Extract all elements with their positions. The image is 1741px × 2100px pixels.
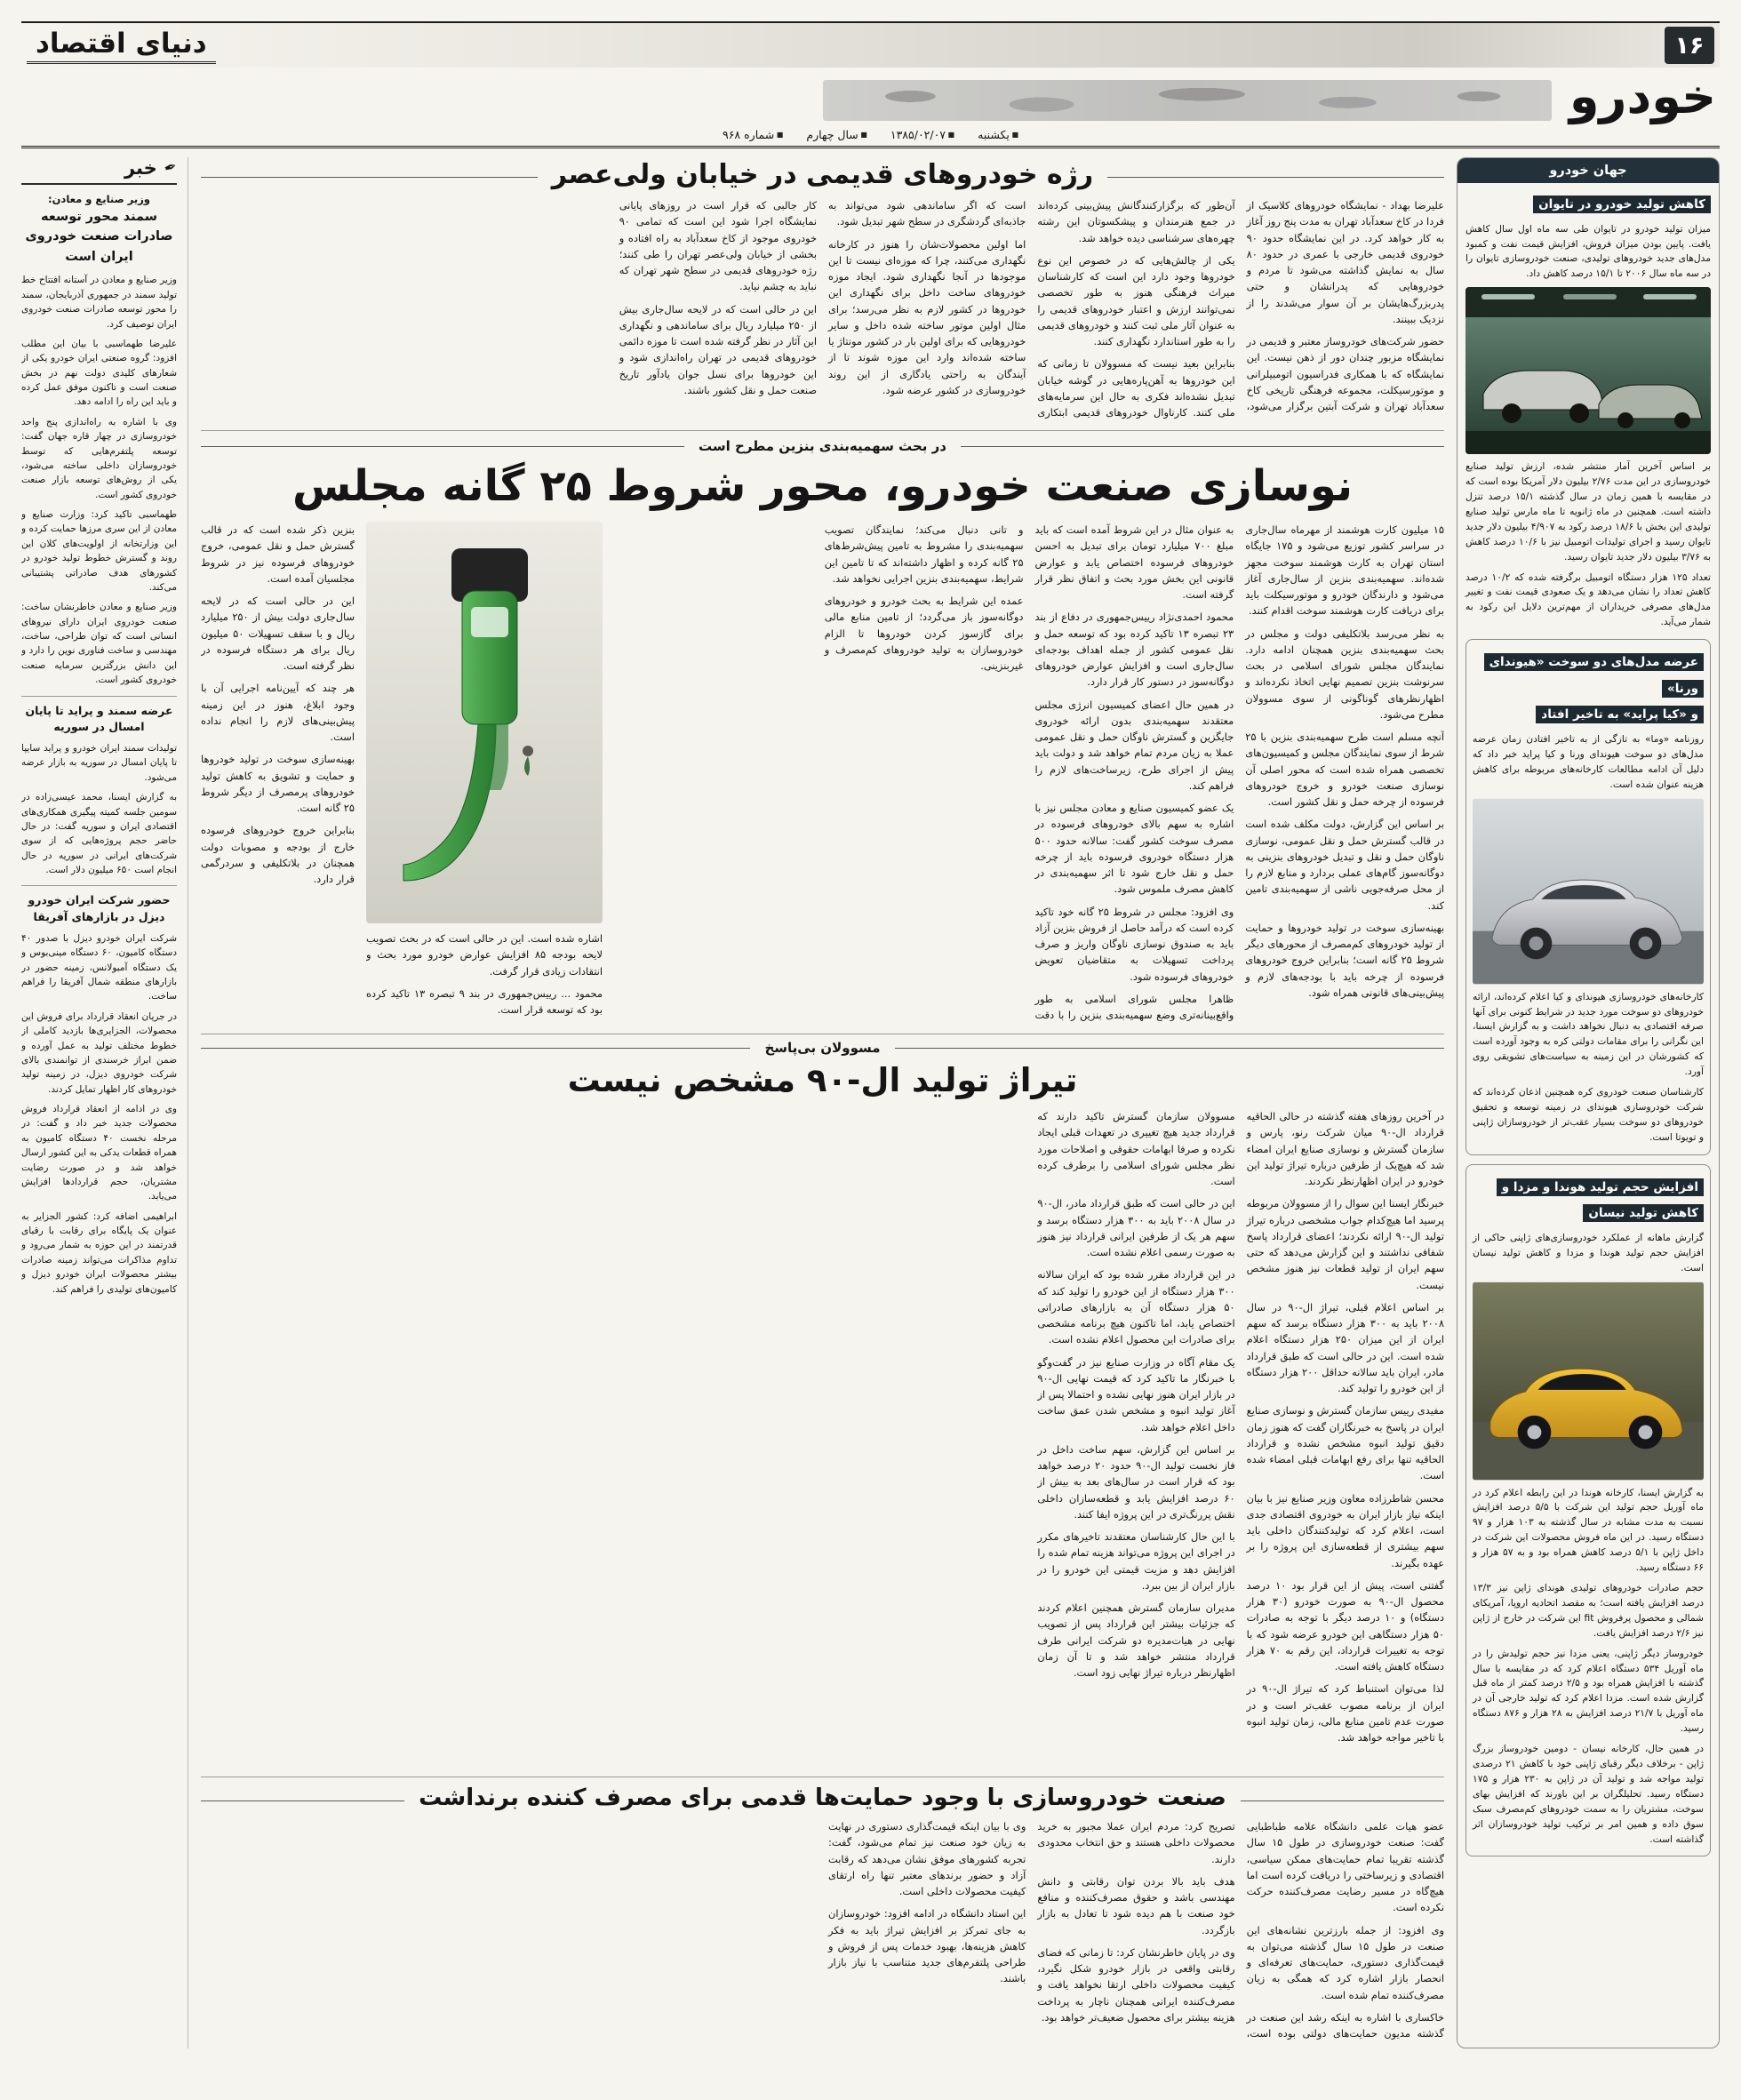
news-subhead-africa: حضور شرکت ایران خودرو دیزل در بازارهای آفریقا <box>21 885 177 926</box>
yellow-coupe-photo <box>1473 1282 1704 1481</box>
dateline <box>21 128 1720 148</box>
news-kicker: وزیر صنایع و معادن: <box>48 193 150 205</box>
news-body-3: شرکت ایران خودرو دیزل با صدور ۴۰ دستگاه کامیون، ۶۰ دستگاه مینی‌بوس و یک دستگاه آمبولانس، زمینه حضور در بازارهای منطقه شمال آفریقا را فراهم ساخت. در جریان انعقاد قرارداد برای فروش این محصولات، الجزایری‌ها بازدید کاملی از خطوط مختلف تولید به عمل آورده و ضمن ابراز خرسندی از توانمندی بالای شرکت خودروی دیزل، در زمینه تولید خودروهای کار اظهار تمایل کردند. وی در ادامه از انعقاد قرارداد فروش محصولات جدید خبر داد و گفت: در مرحله نخست ۴۰ دستگاه کامیون به همراه قطعات یدکی به این کشور ارسال خواهد شد و در صورت رضایت مشتریان، حجم قراردادها افزایش می‌یابد. ابراهیمی اضافه کرد: کشور الجزایر به عنوان یک پایگاه برای رقابت با رقبای قدرتمند در این حوزه به شمار می‌رود و تداوم مذاکرات می‌تواند زمینه صادرات بیشتر محصولات ایران خودرو دیزل و کامیون‌های تولیدی را فراهم کند. <box>21 932 177 1295</box>
news-headline: سمند محور توسعه صادرات صنعت خودروی ایران است <box>25 210 173 264</box>
story-taiwan-lead: میزان تولید خودرو در تایوان طی سه ماه اول سال کاهش یافت. پایین بودن میزان فروش، افزایش قیمت نفت و کمبود مدل‌های جدید خودروهای تولیدی، صنعت خودروسازی تایوان را در سه ماه سال ۲۰۰۶ تا ۱۵/۱ درصد کاهش داد. <box>1465 222 1711 280</box>
story-honda-lead: گزارش ماهانه از عملکرد خودروسازی‌های ژاپنی حاکی از افزایش حجم تولید هوندا و مزدا و کاهش تولید نیسان است. <box>1473 1231 1704 1274</box>
fuel-nozzle-photo <box>366 522 603 923</box>
parade-body: علیرضا بهداد - نمایشگاه خودروهای کلاسیک از فردا در کاخ سعدآباد تهران به مدت پنج روز آغاز به کار خواهد کرد. در این نمایشگاه حدود ۹۰ خودروی قدیمی خارجی با عمری در حدود ۸۰ سال به نمایش گذاشته می‌شود تا مردم و خودروهایی که پدرانشان و حتی پدربزرگ‌هایشان بر آن سوار می‌شدند را از نزدیک ببینند. حضور شرکت‌های خودروساز معتبر و قدیمی در نمایشگاه مزبور چندان دور از ذهن نیست. این نمایشگاه که با همکاری فدراسیون اتومبیلرانی و موتورسیکلت، مجموعه فرهنگی تاریخی کاخ سعدآباد تهران و شرکت آبتین برگزار می‌شود، آن‌طور که برگزارکنندگانش پیش‌بینی کرده‌اند در جمع هنرمندان و پیشکسوتان این رشته چهره‌های سرشناسی دیده خواهد شد. یکی از چالش‌هایی که در خصوص این نوع خودروها وجود دارد این است که کارشناسان میراث فرهنگی هنوز به طور تخصصی نمی‌توانند ارزش و اعتبار خودروهای قدیمی را به عنوان آثار ملی ثبت کنند و خودروهای قدیمی را به طور استاندارد نگهداری کنند. بنابراین بعید نیست که مسوولان تا زمانی که این خودروها به آهن‌پاره‌هایی در گوشه خیابان تبدیل نشده‌اند فکری به حال این سرمایه‌های ملی کنند. کارناوال خودروهای قدیمی ابتکاری است که اگر ساماندهی شود می‌تواند به جاذبه‌ای گردشگری در سطح شهر تبدیل شود. اما اولین محصولات‌شان را هنوز در کارخانه نگهداری می‌کنند، چرا که موزه‌ای نیست تا این موجودها در آنجا نگهداری شود. ایجاد موزه خودروهای ساخت داخل برای نگهداری این خودروها در کشور لازم به نظر می‌رسد؛ برای مثال اولین موتور ساخته شده داخل و سایر خودروهایی که برای اولین بار در کشور مونتاژ یا ساخته شده‌اند وارد این موزه شوند تا از آیندگان به راحتی یادگاری از این روند خودروسازی در کشور عرضه شود. کار جالبی که قرار است در روزهای پایانی نمایشگاه اجرا شود این است که تمامی ۹۰ خودروی موجود از کاخ سعدآباد به راه افتاده و بخشی از خیابان ولی‌عصر تهران را طی کنند؛ رژه خودروهای قدیمی در سطح شهر تهران که نباید به چشم نیاید. این در حالی است که در لایحه سال‌جاری بیش از ۲۵۰ میلیارد ریال برای ساماندهی و نگهداری این آثار در نظر گرفته شده است تا موزه دائمی خودروهای قدیمی در تهران راه‌اندازی شود و این خودروها برای نسل جوان یادآور تاریخ صنعت حمل و نقل کشور باشند. <box>619 199 1444 419</box>
content-grid <box>21 157 1720 2048</box>
article-l90-volume <box>201 1034 1444 1768</box>
news-body-2: تولیدات سمند ایران خودرو و پراید سایپا تا پایان امسال در سوریه به بازار عرضه می‌شود. به گزارش ایسنا، محمد عیسی‌زاده در سومین جلسه کمیته پیگیری همکاری‌های اقتصادی ایران و سوریه گفت: در حال حاضر حجم پروژه‌هایی که از سوی شرکت‌های ایرانی در سوریه در حال انجام است ۶۵۰ میلیون دلار است. <box>21 743 177 876</box>
main-articles <box>201 157 1444 2048</box>
newspaper-logo: دنیای اقتصاد <box>27 28 216 64</box>
industry-headline: صنعت خودروسازی با وجود حمایت‌ها قدمی برای مصرف کننده برنداشت <box>419 1785 1226 1811</box>
story-honda <box>1465 1164 1711 1857</box>
industry-body: عضو هیات علمی دانشگاه علامه طباطبایی گفت: صنعت خودروسازی در طول ۱۵ سال گذشته تقریبا تمام حمایت‌های ممکن سیاسی، اقتصادی و زیرساختی را دریافت کرده است اما هیچ‌گاه در مسیر رضایت مصرف‌کننده حرکت نکرده است. وی افزود: از جمله بارزترین نشانه‌های این صنعت در طول ۱۵ سال گذشته می‌توان به قیمت‌گذاری دستوری، حمایت‌های تعرفه‌ای و انحصار بازار اشاره کرد که همگی به زیان مصرف‌کننده تمام شده است. خاکساری با اشاره به اینکه رشد این صنعت در گذشته مدیون حمایت‌های دولتی بوده است، تصریح کرد: مردم ایران عملا مجبور به خرید محصولات داخلی هستند و حق انتخاب محدودی دارند. هدف باید بالا بردن توان رقابتی و دانش مهندسی باشد و حقوق مصرف‌کننده و منافع خود صنعت با هم دیده شود تا تعادل به بازار بازگردد. وی در پایان خاطرنشان کرد: تا زمانی که فضای رقابتی واقعی در بازار خودرو شکل نگیرد، کیفیت محصولات داخلی ارتقا نخواهد یافت و مصرف‌کننده ایرانی همچنان ناچار به پرداخت هزینه بیشتر برای محصول ضعیف‌تر خواهد بود. وی با بیان اینکه قیمت‌گذاری دستوری در نهایت به زیان خود صنعت نیز تمام می‌شود، گفت: تجربه کشورهای موفق نشان می‌دهد که رقابت آزاد و حضور برندهای معتبر تنها راه ارتقای کیفیت محصولات داخلی است. این استاد دانشگاه در ادامه افزود: خودروسازان به جای تمرکز بر افزایش تیراژ باید به فکر کاهش هزینه‌ها، بهبود خدمات پس از فروش و طراحی پلتفرم‌های جدید متناسب با نیاز بازار باشند. <box>828 1820 1444 2040</box>
world-cars-title: جهان خودرو <box>1457 158 1719 183</box>
story-taiwan <box>1465 190 1711 630</box>
page-number: ۱۶ <box>1665 27 1714 64</box>
world-cars-sidebar <box>1457 157 1720 2048</box>
article-majles-conditions <box>201 430 1444 1025</box>
majles-kicker: در بحث سهمیه‌بندی بنزین مطرح است <box>699 438 946 454</box>
parade-headline: رژه خودروهای قدیمی در خیابان ولی‌عصر <box>551 159 1094 190</box>
majles-body-right: ۱۵ میلیون کارت هوشمند از مهرماه سال‌جاری در سراسر کشور توزیع می‌شود و ۱۷۵ جایگاه استان تهران به کارت هوشمند سوخت مجهز شده‌اند. سهمیه‌بندی بنزین از سال‌جاری آغاز می‌شود و دارندگان خودرو و موتورسیکلت باید برای دریافت کارت هوشمند سوخت اقدام کنند. به نظر می‌رسد بلاتکلیفی دولت و مجلس در بحث سهمیه‌بندی بنزین همچنان ادامه دارد. نمایندگان مجلس شورای اسلامی در بحث سرنوشت بنزین تصمیم نهایی اتخاذ نکرده‌اند و اظهارنظرهای گوناگونی از سوی مسوولان مطرح می‌شود. آنچه مسلم است طرح سهمیه‌بندی بنزین با ۲۵ شرط از سوی نمایندگان مجلس و کمیسیون‌های تخصصی همراه شده است که محور اصلی آن نوسازی صنعت خودرو و خروج خودروهای فرسوده از چرخه حمل و نقل کشور است. بر اساس این گزارش، دولت مکلف شده است در قالب گسترش حمل و نقل عمومی، نوسازی ناوگان حمل و نقل و تبدیل خودروهای بنزینی به دوگانه‌سوز گام‌های عملی بردارد و منابع لازم را از محل صرفه‌جویی ناشی از سهمیه‌بندی تامین کند. بهینه‌سازی سوخت در تولید خودروها و حمایت از تولید خودروهای کم‌مصرف از محورهای دیگر شروط ۲۵ گانه است؛ بنابراین خروج خودروهای فرسوده از چرخه باید با بودجه‌های لازم و پیش‌بینی‌های قانونی همراه شود. به عنوان مثال در این شروط آمده است که باید مبلغ ۷۰۰ میلیارد تومان برای تبدیل به احسن خودروهای فرسوده اختصاص یابد و عوارض قانونی این بخش مورد بحث و اتفاق نظر قرار گرفته است. محمود احمدی‌نژاد رییس‌جمهوری در دفاع از بند ۲۳ تبصره ۱۳ تاکید کرده بود که توسعه حمل و نقل عمومی کشور از جمله اهداف بودجه‌ای سال‌جاری است و افزایش عوارض خودروهای دوگانه‌سوز در دستور کار قرار دارد. در همین حال اعضای کمیسیون انرژی مجلس معتقدند سهمیه‌بندی بدون ارائه خودروی جایگزین و گسترش ناوگان حمل و نقل عمومی عملا به زیان مردم تمام خواهد شد و دولت باید پیش از اجرای طرح، زیرساخت‌های لازم را فراهم کند. یک عضو کمیسیون صنایع و معادن مجلس نیز با اشاره به سهم بالای خودروهای فرسوده در مصرف سوخت کشور گفت: سالانه حدود ۵۰۰ هزار دستگاه خودروی فرسوده باید از چرخه حمل و نقل خارج شود تا اثر سهمیه‌بندی در کاهش مصرف ملموس شود. وی افزود: مجلس در شروط ۲۵ گانه خود تاکید کرده است که درآمد حاصل از فروش بنزین آزاد باید به صندوق نوسازی ناوگان واریز و صرف پرداخت تسهیلات به متقاضیان تعویض خودروهای فرسوده شود. ظاهرا مجلس شورای اسلامی به طور واقع‌بینانه‌تری وضع سهمیه‌بندی بنزین را با دقت و تانی دنبال می‌کند؛ نمایندگان تصویب سهمیه‌بندی را مشروط به تامین پیش‌شرط‌های ۲۵ گانه کرده و اظهار داشته‌اند که تا تامین این شرایط، سهمیه‌بندی بنزین اجرایی نخواهد شد. عمده این شرایط به بحث خودرو و خودروهای دوگانه‌سوز باز می‌گردد؛ از تامین منابع مالی برای گازسوز کردن خودروها تا الزام خودروسازان به تولید خودروهای کم‌مصرف و غیربنزینی. <box>824 523 1444 1021</box>
story-hyundai <box>1465 639 1711 1154</box>
story-honda-headline: افزایش حجم تولید هوندا و مزدا و کاهش تولید نیسان <box>1497 1178 1704 1223</box>
dateline-day: ■ یکشنبه <box>978 128 1018 141</box>
news-body-1: وزیر صنایع و معادن در آستانه افتتاح خط تولید سمند در جمهوری آذربایجان، سمند را محور توسعه صادرات صنعت خودروی ایران توصیف کرد. علیرضا طهماسبی با بیان این مطلب افزود: گروه صنعتی ایران خودرو یکی از شعارهای کلیدی دولت نهم در بخش صنعت است و تاکنون موفق عمل کرده و باید این راه را ادامه دهد. وی با اشاره به راه‌اندازی پنج واحد خودروسازی در چهار قاره جهان گفت: توسعه پلتفرم‌هایی که توسط خودروسازان داخلی ساخته می‌شود، یکی از روش‌های توسعه بازار صنعت خودروی کشور است. طهماسبی تاکید کرد: وزارت صنایع و معادن از این سری مرزها حمایت کرده و این وزارتخانه از اولویت‌های کلان این روند و گسترش خطوط تولید خودرو در کشورهای هدف صادراتی پشتیبانی می‌کند. وزیر صنایع و معادن خاطرنشان ساخت: صنعت خودروی ایران دارای نیروهای انسانی است که توان طراحی، ساخت، مهندسی و ساخت فناوری نوین را دارد و این دانش بزرگترین سرمایه صنعت خودروی کشور است. <box>21 275 177 686</box>
pen-icon: ✒ <box>161 157 180 179</box>
top-strip <box>21 21 1720 68</box>
story-taiwan-body: بر اساس آخرین آمار منتشر شده، ارزش تولید صنایع خودروسازی در این مدت ۲/۷۶ بیلیون دلار آمریکا بوده است که در مقایسه با همین زمان در سال گذشته ۱۵/۱ درصد تنزل داشته است. همچنین در ماه ژانویه تا ماه مارس تولید صنایع تولیدی این بخش با ۱۸/۶ درصد رکود به ۴/۹۰۷ بیلیون دلار جدید تایوان رسید و اجرای تولیدات اتومبیل نیز با ۱۰/۶ درصد کاهش به ۳/۷۶ بیلیون دلار جدید تایوان رسید. تعداد ۱۲۵ هزار دستگاه اتومبیل برگرفته شده که ۱۰/۲ درصد کاهش تعداد را نشان می‌دهد و یک صعودی قیمت نفت و تغییر مدل‌های مصرفی خریداران از مهم‌ترین دلایل این رکود به شمار می‌آید. <box>1465 460 1711 628</box>
dateline-issue: ■ شماره ۹۶۸ <box>723 128 783 141</box>
story-hyundai-headline-line2: و «کیا پراید» به تاخیر افتاد <box>1536 706 1704 723</box>
news-subhead-syria: عرضه سمند و پراید تا پایان امسال در سوریه <box>21 696 177 737</box>
news-title: خبر <box>124 157 157 179</box>
section-row <box>21 68 1720 124</box>
majles-body <box>201 522 1444 1025</box>
l90-headline: تیراژ تولید ال-۹۰ مشخص نیست <box>567 1061 1078 1099</box>
dateline-date: ■ ۱۳۸۵/۰۲/۰۷ <box>890 128 954 141</box>
section-title: خودرو <box>1569 68 1716 124</box>
majles-body-left <box>201 522 603 1025</box>
silver-sedan-photo <box>1473 798 1704 985</box>
majles-body-last-column: بنزین ذکر شده است که در قالب گسترش حمل و نقل عمومی، خروج خودروهای فرسوده نیز در شروط مجلسیان آمده است. این در حالی است که در لایحه سال‌جاری دولت بیش از ۲۵۰ میلیارد ریال و با سقف تسهیلات ۵۰ میلیون ریال برای هر دستگاه فرسوده در نظر گرفته است. هر چند که آیین‌نامه اجرایی آن با وجود ابلاغ، هنوز در این زمینه پیش‌بینی‌های لازم را انجام نداده است. بهینه‌سازی سوخت در تولید خودروها و حمایت و تشویق به کاهش تولید خودروهای پرمصرف از دیگر شروط ۲۵ گانه است. بنابراین خروج خودروهای فرسوده خارج از بودجه و مصوبات دولت همچنان در بلاتکلیفی و سردرگمی قرار دارد. <box>201 523 355 885</box>
page-header <box>21 21 1720 148</box>
world-map-graphic <box>823 80 1552 121</box>
majles-headline: نوسازی صنعت خودرو، محور شروط ۲۵ گانه مجلس <box>291 461 1354 511</box>
l90-kicker: مسوولان بی‌پاسخ <box>764 1040 881 1056</box>
story-honda-body: به گزارش ایسنا، کارخانه هوندا در این رابطه اعلام کرد در ماه آوریل حجم تولید این شرکت با ۵/۵ درصد افزایش نسبت به مدت مشابه در سال گذشته به ۱۰۳ هزار و ۹۷ دستگاه رسید. در این ماه فروش محصولات این شرکت در داخل ژاپن با ۵/۱ درصد کاهش همراه بود و به ۵۷ هزار و ۶۶ دستگاه رسید. حجم صادرات خودروهای تولیدی هوندای ژاپن نیز ۱۳/۳ درصد افزایش یافته است؛ به مقصد اتحادیه اروپا، آمریکای شمالی و محصول پرفروش fit این شرکت در خارج از ژاپن نیز ۲/۶ درصد افزایش یافت. خودروساز دیگر ژاپنی، یعنی مزدا نیز حجم تولیدش را در ماه آوریل ۵۳۴ دستگاه اعلام کرد که در مقایسه با سال گذشته با افزایش همراه بود و ۲/۵ درصد کمتر از ماه قبل گزارش شده است. مزدا اعلام کرد که تولید خارجی آن در ماه آوریل با ۲۱/۷ درصد افزایش به ۲۸ هزار و ۸۷۶ دستگاه رسید. در همین حال، کارخانه نیسان - دومین خودروساز بزرگ ژاپن - برخلاف دیگر رقبای ژاپنی خود با کاهش ۲۱ درصدی تولید مواجه شد و تولید آن در ژاپن به ۲۳۰ هزار و ۱۷۵ دستگاه رسید. تحلیلگران بر این باورند که افزایش بهای سوخت، مشتریان را به سمت خودروهای کم‌مصرف سبک سوق داده و همین امر بر ترکیب تولید خودروسازان اثر گذاشته است. <box>1473 1486 1704 1845</box>
taiwan-factory-photo <box>1465 287 1711 454</box>
article-industry-consumer <box>201 1777 1444 2048</box>
story-hyundai-headline-line1: عرضه مدل‌های دو سوخت «هیوندای ورنا» <box>1484 653 1704 698</box>
news-header <box>21 157 180 185</box>
story-taiwan-headline: کاهش تولید خودرو در تایوان <box>1533 196 1711 213</box>
news-sidebar <box>21 157 188 2048</box>
majles-body-below-photo: اشاره شده است. این در حالی است که در بحث تصویب لایحه بودجه ۸۵ افزایش عوارض خودرو مورد بحث و انتقادات زیادی قرار گرفت. محمود ... رییس‌جمهوری در بند ۹ تبصره ۱۳ تاکید کرده بود که توسعه قرار است. <box>366 932 603 1016</box>
dateline-year: ■ سال چهارم <box>806 128 867 141</box>
article-classic-car-parade <box>201 157 1444 421</box>
story-hyundai-lead: روزنامه «وما» به تازگی از به تاخیر افتادن زمان عرضه مدل‌های دو سوخت هیوندای ورنا و کیا پراید خبر داد که دلیل آن ادامه مطالعات کارخانه‌های مربوطه برای کاهش هزینه عنوان شده است. <box>1473 732 1704 790</box>
story-hyundai-body: کارخانه‌های خودروسازی هیوندای و کیا اعلام کرده‌اند، ارائه خودروهای دو سوخت مورد جدید در شرایط کنونی برای آنها صرفه اقتصادی به دنبال نخواهد داشت و به گزارش ایسنا، این نگرانی را برای مقامات دولتی کره به وجود آورده است که کشورشان در این زمینه به سیاست‌های تشویقی روی آورد. کارشناسان صنعت خودروی کره همچنین اذعان کرده‌اند که شرکت خودروسازی هیوندای در زمینه توسعه و تحقیق خودروهای دو سوخت بسیار عقب‌تر از خودروسازان ژاپنی و تویوتا است. <box>1473 990 1704 1143</box>
majles-photo-column <box>366 522 603 1025</box>
l90-body: در آخرین روزهای هفته گذشته در حالی الحاقیه قرارداد ال-۹۰ میان شرکت رنو، پارس و سازمان گسترش و نوسازی صنایع ایران امضاء شد که هیچ‌یک از طرفین درباره تیراژ تولید این خودرو در ایران اظهارنظر نکردند. خبرنگار ایسنا این سوال را از مسوولان مربوطه پرسید اما هیچ‌کدام جواب مشخصی درباره تیراژ تولید ال-۹۰ ارائه نکردند؛ اعضای قرارداد پاسخ شفافی نداشتند و این گزارش می‌دهد که حتی سهم ایران از تولید قطعات نیز هنوز مشخص نیست. بر اساس اعلام قبلی، تیراژ ال-۹۰ در سال ۲۰۰۸ باید به ۳۰۰ هزار دستگاه برسد که سهم ایران از این میزان ۲۵۰ هزار دستگاه اعلام شده است. این در حالی است که طبق قرارداد مادر، ایران باید سالانه حداقل ۲۰۰ هزار دستگاه از این خودرو را تولید کند. مفیدی رییس سازمان گسترش و نوسازی صنایع ایران در پاسخ به خبرنگاران گفت که هنوز زمان دقیق تولید انبوه مشخص نشده و قرارداد الحاقیه تنها برای رفع ابهامات قبلی امضاء شده است. محسن شاطرزاده معاون وزیر صنایع نیز با بیان اینکه نیاز بازار ایران به خودروی اقتصادی جدی است، اعلام کرد که تولیدکنندگان داخلی باید سهم بیشتری از قطعه‌سازی این پروژه را بر عهده بگیرند. گفتنی است، پیش از این قرار بود ۱۰ درصد محصول ال-۹۰ به صورت خودرو (۳۰ هزار دستگاه) و ۱۰ درصد دیگر با توجه به صادرات ۵۰ هزار دستگاهی این خودرو عرضه شود که با توجه به تغییرات قرارداد، این رقم به ۷۰ هزار دستگاه کاهش یافته است. لذا می‌توان استنباط کرد که تیراژ ال-۹۰ در ایران از برنامه مصوب عقب‌تر است و در صورت عدم تامین منابع مالی، زمان تولید انبوه با تاخیر مواجه خواهد شد. مسوولان سازمان گسترش تاکید دارند که قرارداد جدید هیچ تغییری در تعهدات قبلی ایجاد نکرده و صرفا ابهامات حقوقی و اصلاحات مورد نظر مجلس شورای اسلامی را برطرف کرده است. این در حالی است که طبق قرارداد مادر، ال-۹۰ در سال ۲۰۰۸ باید به ۳۰۰ هزار دستگاه برسد و سهم هر یک از طرفین ایرانی قرارداد نیز هنوز به صورت رسمی اعلام نشده است. در این قرارداد مقرر شده بود که ایران سالانه ۳۰۰ هزار دستگاه از این خودرو را تولید کند که ۵۰ هزار دستگاه آن به بازارهای صادراتی اختصاص یابد، اما تاکنون هیچ برنامه مشخصی برای صادرات این محصول اعلام نشده است. یک مقام آگاه در وزارت صنایع نیز در گفت‌وگو با خبرنگار ما تاکید کرد که قیمت نهایی ال-۹۰ در بازار ایران هنوز نهایی نشده و احتمالا پس از آغاز تولید انبوه و مشخص شدن عمق ساخت داخل اعلام خواهد شد. بر اساس این گزارش، سهم ساخت داخل در فاز نخست تولید ال-۹۰ حدود ۲۰ درصد خواهد بود که قرار است در سال‌های بعد به بیش از ۶۰ درصد افزایش یابد و قطعه‌سازان داخلی نقش پررنگ‌تری در این پروژه ایفا کنند. با این حال کارشناسان معتقدند تاخیرهای مکرر در اجرای این پروژه می‌تواند هزینه تمام شده را افزایش دهد و مزیت قیمتی این خودرو را در بازار ایران از بین ببرد. مدیران سازمان گسترش همچنین اعلام کردند که جزئیات بیشتر این قرارداد پس از تصویب نهایی در هیات‌مدیره دو شرکت ایرانی طرف قرارداد منتشر خواهد شد و تا آن زمان اظهارنظر درباره تیراژ نهایی زود است. <box>1037 1110 1444 1744</box>
